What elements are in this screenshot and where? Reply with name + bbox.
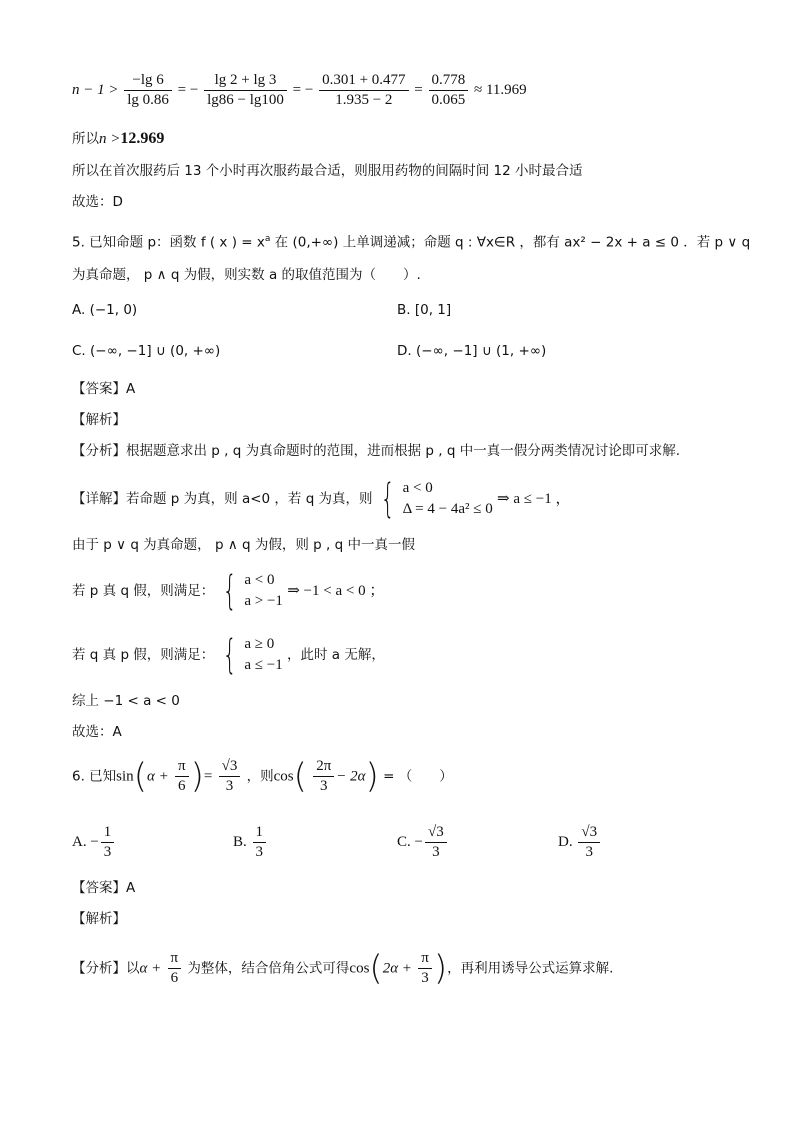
case-1: 若 p 真 q 假，则满足： { a < 0 a > −1 ⇒ −1 < a < 0 ；	[72, 568, 385, 614]
question-5-stem: 5. 已知命题 p：函数 f ( x ) = $x^a$ 在 (0,+∞) 上单调递减；命题 q : ∀x∈R ，都有 ax² − 2x + a ≤ 0 ．若 p ∨ q	[72, 234, 751, 251]
system: a < 0 Δ = 4 − 4a² ≤ 0	[402, 480, 493, 517]
text-line: 由于 p ∨ q 为真命题， p ∧ q 为假，则 p , q 中一真一假	[72, 537, 415, 553]
text-line: 所以在首次服药后 13 个小时再次服药最合适，则服用药物的间隔时间 12 小时最合适	[72, 163, 583, 179]
choice-line: 故选：D	[72, 194, 123, 210]
case-2: 若 q 真 p 假，则满足： { a ≥ 0 a ≤ −1 ，此时 a 无解，	[72, 632, 385, 678]
answer-label: 【答案】A	[72, 880, 136, 896]
lhs: n − 1 >	[72, 81, 119, 98]
answer-label: 【答案】A	[72, 381, 136, 397]
option-c: C. (−∞, −1] ∪ (0, +∞)	[72, 343, 221, 359]
fraction: $\frac{-\lg 6}{\lg 0.86}$	[124, 72, 172, 109]
option-b: B. $\frac{1}{3}$	[233, 824, 268, 861]
brace-icon: {	[222, 632, 237, 678]
detail-line: 【详解】若命题 p 为真，则 a<0 ，若 q 为真，则 { a < 0 Δ = 4 − 4a² ≤ 0 ⇒ a ≤ −1 ，	[72, 476, 571, 522]
summary-line: 综上 −1 < a < 0	[72, 693, 180, 709]
question-6-stem: 6. 已知sin(α + $\frac{\pi}{6}$ )= $\frac{√3}{3}$ ，则cos( $\frac{2\pi}{3}$ − 2α) = （ ）	[72, 756, 453, 797]
analysis-label: 【解析】	[72, 412, 126, 428]
option-d: D. (−∞, −1] ∪ (1, +∞)	[397, 343, 547, 359]
equation-line: n − 1 > $\frac{-\lg 6}{\lg 0.86}$ = − $\frac{\lg 2 + \lg 3}{\lg 86 - \lg 100}$ = − $\frac{0.301 + 0.477}{1.935 - 2}$ = $\frac{0.778}{0.065}$ ≈ 11.969	[72, 72, 527, 108]
choice-line: 故选：A	[72, 724, 122, 740]
option-c: C. − $\frac{√3}{3}$	[397, 824, 449, 861]
fraction: $\frac{\lg 2 + \lg 3}{\lg 86 - \lg 100}$	[204, 72, 287, 109]
analysis-text: 【分析】根据题意求出 p , q 为真命题时的范围，进而根据 p , q 中一真一假分两类情况讨论即可求解.	[72, 443, 680, 459]
brace-icon: {	[222, 568, 237, 614]
analysis-label: 【解析】	[72, 911, 126, 927]
analysis-text: 【分析】以α + $\frac{\pi}{6}$ 为整体，结合倍角公式可得cos(2α + $\frac{\pi}{3}$ )，再利用诱导公式运算求解.	[72, 948, 614, 989]
conclusion-line: 所以n >12.969	[72, 130, 165, 147]
question-5-stem-cont: 为真命题， p ∧ q 为假，则实数 a 的取值范围为（ ）.	[72, 267, 421, 283]
brace-icon: {	[380, 476, 395, 522]
option-a: A. (−1, 0)	[72, 302, 138, 318]
fraction: $\frac{0.778}{0.065}$	[429, 72, 469, 109]
fraction: $\frac{0.301 + 0.477}{1.935 - 2}$	[319, 72, 408, 109]
option-d: D. $\frac{√3}{3}$	[558, 824, 602, 861]
option-b: B. [0, 1]	[397, 302, 452, 318]
option-a: A. − $\frac{1}{3}$	[72, 824, 116, 861]
